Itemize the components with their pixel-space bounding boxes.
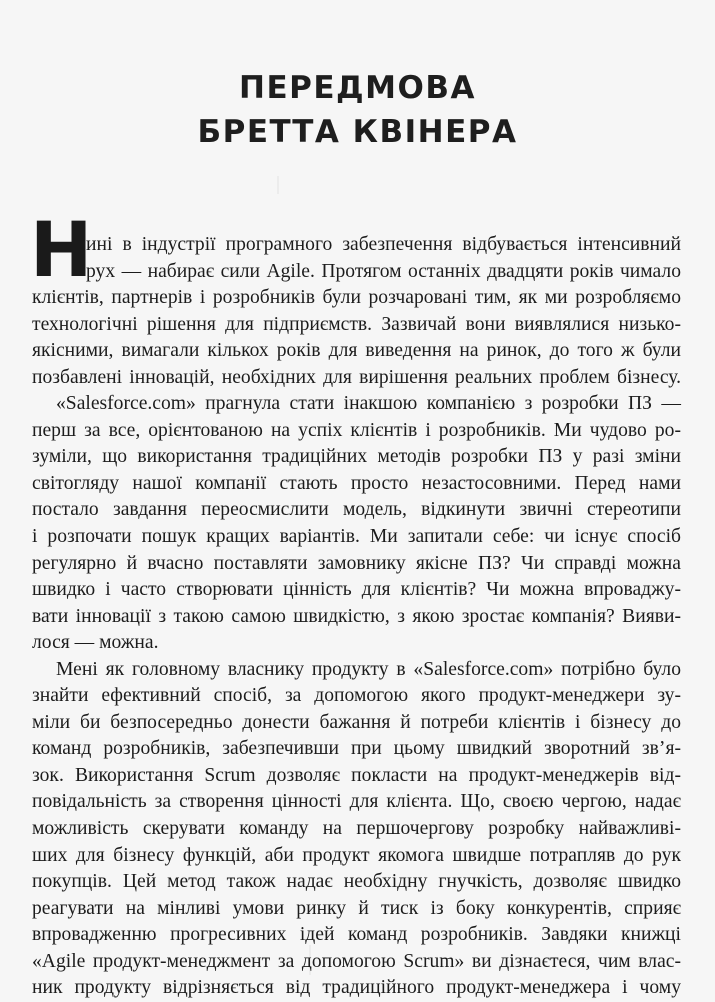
drop-cap: Н [30,205,93,294]
text-line: світогляду нашої компанії стають просто незастосовними. Перед нами [32,472,681,494]
text-line: впровадженню прогресивних ідей команд розробників. Завдяки книжці [32,924,681,946]
text-line: реагувати на мінливі умови ринку й тиск із боку конкурентів, сприяє [32,897,681,919]
chapter-title-line-2: БРЕТТА КВІНЕРА [197,114,518,150]
text-line: технологічні рішення для підприємств. Зазвичай вони виявлялися низько- [32,313,681,335]
text-line: вати інновації з такою самою швидкістю, з якою зростає компанія? Вияви- [32,605,681,627]
text-line: «Salesforce.com» прагнула стати інакшою компанією з розробки ПЗ — [56,393,681,415]
text-line: повідальність за створення цінності для клієнта. Що, своєю чергою, надає [32,791,681,813]
chapter-title [0,66,715,154]
text-line: і розпочати пошук кращих варіантів. Ми запитали себе: чи існує спосіб [32,526,681,548]
text-line: «Agile продукт-менеджмент за допомогою Scrum» ви дізнаєтеся, чим влас- [32,950,681,972]
text-line: постало завдання переосмислити модель, відкинути звичні стереотипи [32,499,681,521]
text-line: покупців. Цей метод також надає необхідну гнучкість, дозволяє швидко [32,871,681,893]
bleed-through-mark-top [277,176,279,194]
text-line: клієнтів, партнерів і розробників були розчаровані тим, як ми розробляємо [32,287,681,309]
chapter-title-line-1: ПЕРЕДМОВА [239,70,476,106]
paragraph-1 [32,232,681,391]
text-line: швидко і часто створювати цінність для клієнтів? Чи можна впроваджу- [32,579,681,601]
paragraph-3 [32,657,681,1002]
text-line: зуміли, що використання традиційних методів розробки ПЗ у разі зміни [32,446,681,468]
text-line: лося — можна. [32,632,159,654]
text-line: рух — набирає сили Agile. Протягом останніх двадцяти років чимало [86,260,681,282]
text-line: ших для бізнесу функцій, аби продукт якомога швидше потрапляв до рук [32,844,681,866]
paragraph-2 [32,391,681,656]
text-line: можливість скерувати команду на першочергову розробку найважливі- [32,818,681,840]
text-line: ник продукту відрізняється від традиційного продукт-менеджера і чому [32,977,681,999]
text-line: міли би безпосередньо донести бажання й потреби клієнтів і бізнесу до [32,711,681,733]
text-line: ині в індустрії програмного забезпечення відбувається інтенсивний [86,234,681,255]
text-line: зок. Використання Scrum дозволяє покласти на продукт-менеджерів від- [32,764,681,786]
text-line: регулярно й вчасно поставляти замовнику якісне ПЗ? Чи справді можна [32,552,681,574]
text-line: знайти ефективний спосіб, за допомогою якого продукт-менеджери зу- [32,685,681,707]
text-line: перш за все, орієнтованою на успіх клієнтів і розробників. Ми чудово ро- [32,419,681,441]
text-line: команд розробників, забезпечивши при цьому швидкий зворотний зв’я- [32,738,681,760]
text-line: позбавлені інновацій, необхідних для вирішення реальних проблем бізнесу. [32,366,681,388]
text-line: Мені як головному власнику продукту в «Salesforce.com» потрібно було [56,658,681,680]
body-text [32,232,681,1002]
text-line: якісними, вимагали кількох років для виведення на ринок, до того ж були [32,340,681,362]
